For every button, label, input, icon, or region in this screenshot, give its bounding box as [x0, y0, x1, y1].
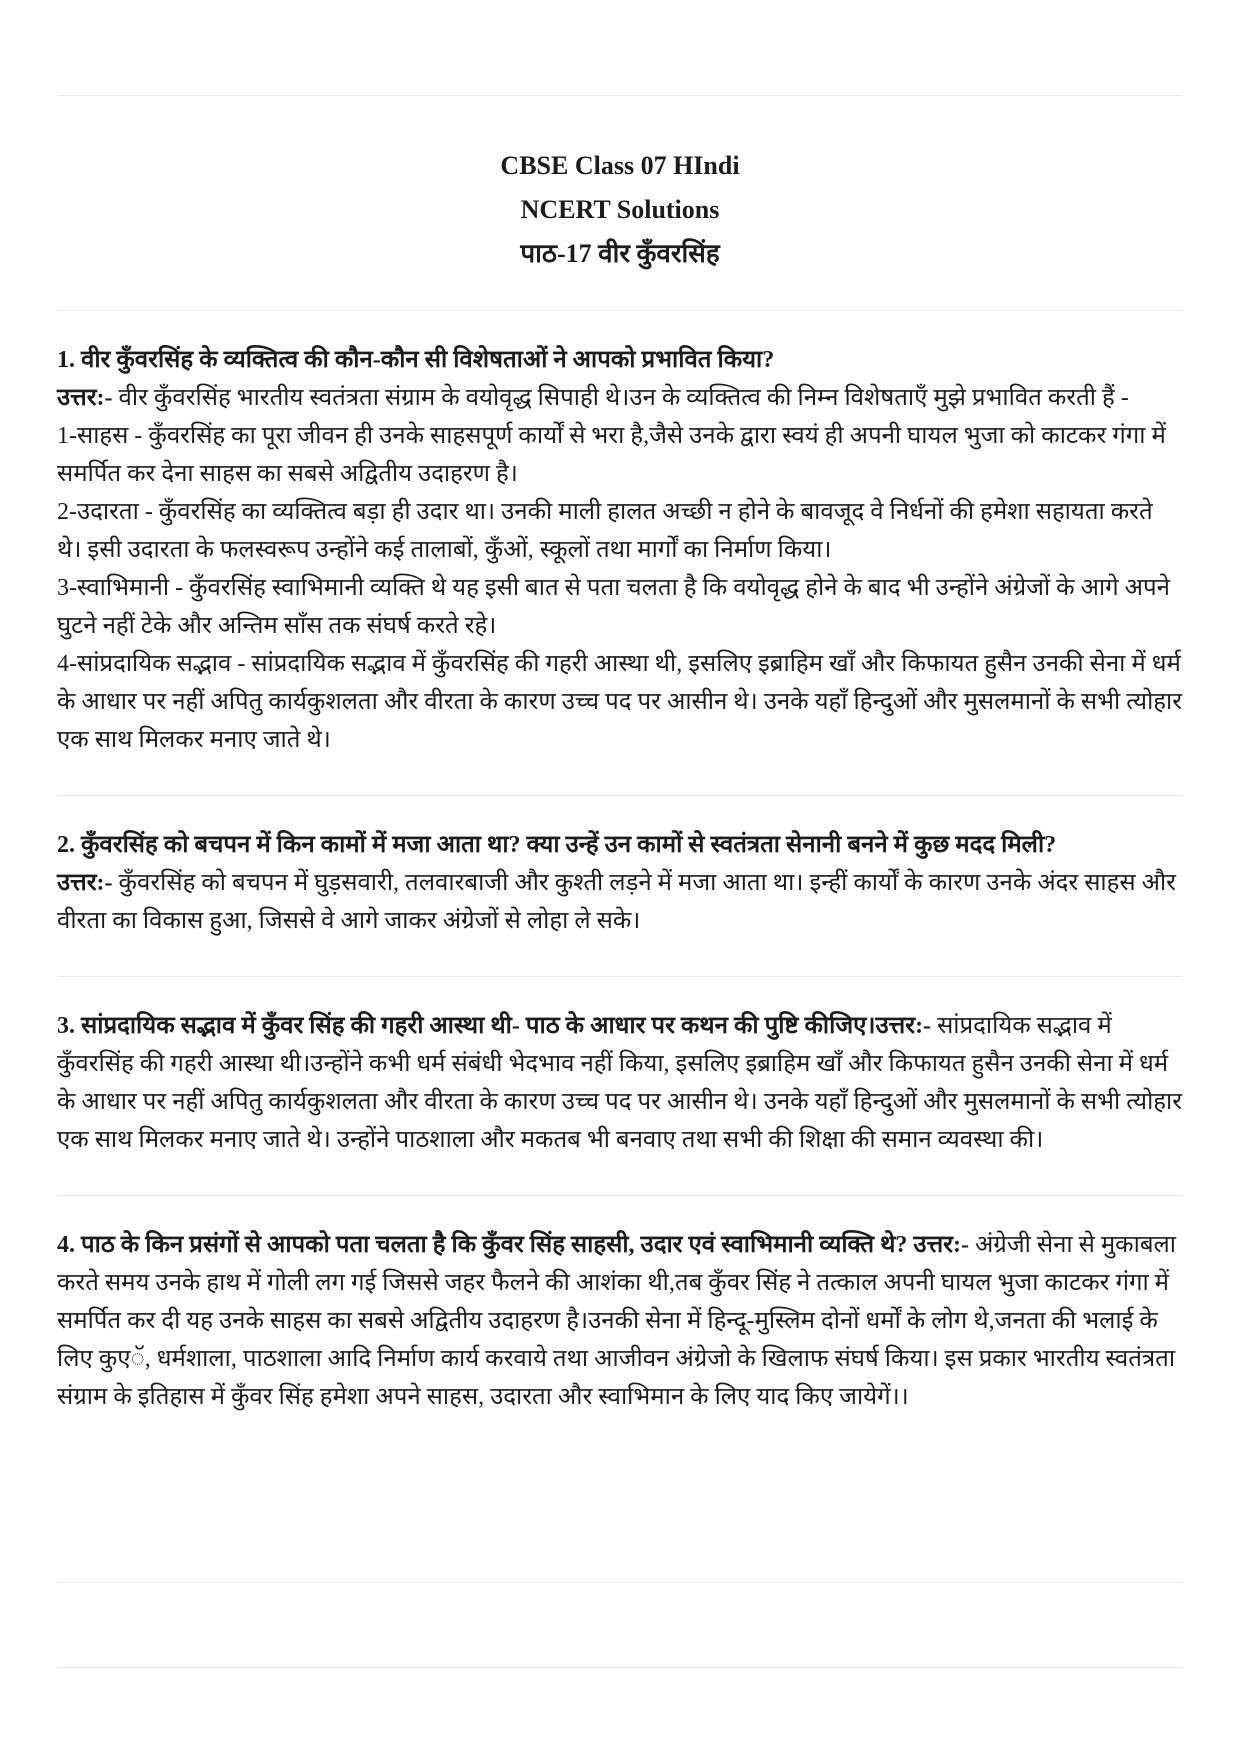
bottom-spacer-1	[57, 1452, 1183, 1582]
answer-3-text: सांप्रदायिक सद्भाव में कुँवरसिंह की गहरी आस्था थी।उन्होंने कभी धर्म संबंधी भेदभाव नहीं किया, इसलिए इब्राहिम खाँ और किफायत हुसैन उनकी सेना में धर्म के आधार पर नहीं अपितु कार्यकुशलता और वीरता के कारण उच्च पद पर आसीन थे। उनके यहाँ हिन्दुओं और मुसलमानों के सभी त्योहार एक साथ मिलकर मनाए जाते थे। उन्होंने पाठशाला और मकतब भी बनवाए तथा सभी की शिक्षा की समान व्यवस्था की।	[57, 1013, 1183, 1153]
question-2-text: 2. कुँवरसिंह को बचपन में किन कामों में मजा आता था? क्या उन्हें उन कामों से स्वतंत्रता सेनानी बनने में कुछ मदद मिली?	[57, 832, 1057, 858]
qa-section-2	[57, 796, 1183, 976]
divider-bottom-2	[57, 1667, 1183, 1668]
qa-section-1	[57, 311, 1183, 795]
answer-paragraph	[57, 1007, 1183, 1159]
doc-title-line-2: NCERT Solutions	[520, 195, 720, 224]
question-4-text: 4. पाठ के किन प्रसंगों से आपको पता चलता है कि कुँवर सिंह साहसी, उदार एवं स्वाभिमानी व्यक्ति थे? उत्तर:-	[57, 1232, 969, 1258]
answer-4-text: अंग्रेजी सेना से मुकाबला करते समय उनके हाथ में गोली लग गई जिससे जहर फैलने की आशंका थी,तब कुँवर सिंह ने तत्काल अपनी घायल भुजा काटकर गंगा में समर्पित कर दी यह उनके साहस का सबसे अद्वितीय उदाहरण है।उनकी सेना में हिन्दू-मुस्लिम दोनों धर्मों के लोग थे,जनता की भलाई के लिए कुएॅ, धर्मशाला, पाठशाला आदि निर्माण कार्य करवाये तथा आजीवन अंग्रेजो के खिलाफ संघर्ष किया। इस प्रकार भारतीय स्वतंत्रता संग्राम के इतिहास में कुँवर सिंह हमेशा अपने साहस, उदारता और स्वाभिमान के लिए याद किए जायेगें।।	[57, 1232, 1177, 1410]
answer-paragraph	[57, 417, 1183, 493]
bottom-spacer-2	[57, 1583, 1183, 1667]
divider-top	[57, 95, 1183, 96]
answer-paragraph	[57, 379, 1183, 417]
answer-paragraph	[57, 645, 1183, 759]
answer-2-label: उत्तर:-	[57, 870, 113, 896]
document-header	[57, 144, 1183, 276]
doc-title-line-1: CBSE Class 07 HIndi	[500, 151, 740, 180]
answer-1-point-4: 4-सांप्रदायिक सद्भाव - सांप्रदायिक सद्भाव में कुँवरसिंह की गहरी आस्था थी, इसलिए इब्राहिम खाँ और किफायत हुसैन उनकी सेना में धर्म के आधार पर नहीं अपितु कार्यकुशलता और वीरता के कारण उच्च पद पर आसीन थे। उनके यहाँ हिन्दुओं और मुसलमानों के सभी त्योहार एक साथ मिलकर मनाए जाते थे।	[57, 651, 1183, 753]
question-3-text: 3. सांप्रदायिक सद्भाव में कुँवर सिंह की गहरी आस्था थी- पाठ के आधार पर कथन की पुष्टि कीजिए।उत्तर:-	[57, 1013, 932, 1039]
qa-section-4	[57, 1196, 1183, 1452]
answer-1-point-1: 1-साहस - कुँवरसिंह का पूरा जीवन ही उनके साहसपूर्ण कार्यों से भरा है,जैसे उनके द्वारा स्वयं ही अपनी घायल भुजा को काटकर गंगा में समर्पित कर देना साहस का सबसे अद्वितीय उदाहरण है।	[57, 423, 1166, 487]
answer-paragraph	[57, 493, 1183, 569]
answer-1-point-3: 3-स्वाभिमानी - कुँवरसिंह स्वाभिमानी व्यक्ति थे यह इसी बात से पता चलता है कि वयोवृद्ध होने के बाद भी उन्होंने अंग्रेजों के आगे अपने घुटने नहीं टेके और अन्तिम साँस तक संघर्ष करते रहे।	[57, 575, 1170, 639]
doc-title-line-3: पाठ-17 वीर कुँवरसिंह	[520, 239, 720, 268]
qa-section-3	[57, 977, 1183, 1195]
answer-1-label: उत्तर:-	[57, 385, 113, 411]
answer-paragraph	[57, 864, 1183, 940]
top-spacer	[57, 0, 1183, 95]
answer-1-point-2: 2-उदारता - कुँवरसिंह का व्यक्तित्व बड़ा ही उदार था। उनकी माली हालत अच्छी न होने के बावजूद वे निर्धनों की हमेशा सहायता करते थे। इसी उदारता के फलस्वरूप उन्होंने कई तालाबों, कुँओं, स्कूलों तथा मार्गों का निर्माण किया।	[57, 499, 1153, 563]
answer-1-text: वीर कुँवरसिंह भारतीय स्वतंत्रता संग्राम के वयोवृद्ध सिपाही थे।उन के व्यक्तित्व की निम्न विशेषताएँ मुझे प्रभावित करती हैं -	[112, 385, 1129, 411]
answer-paragraph	[57, 569, 1183, 645]
question-1-text: 1. वीर कुँवरसिंह के व्यक्तित्व की कौन-कौन सी विशेषताओं ने आपको प्रभावित किया?	[57, 347, 775, 373]
answer-paragraph	[57, 1226, 1183, 1416]
answer-2-text: कुँवरसिंह को बचपन में घुड़सवारी, तलवारबाजी और कुश्ती लड़ने में मजा आता था। इन्हीं कार्यों के कारण उनके अंदर साहस और वीरता का विकास हुआ, जिससे वे आगे जाकर अंग्रेजों से लोहा ले सके।	[57, 870, 1176, 934]
